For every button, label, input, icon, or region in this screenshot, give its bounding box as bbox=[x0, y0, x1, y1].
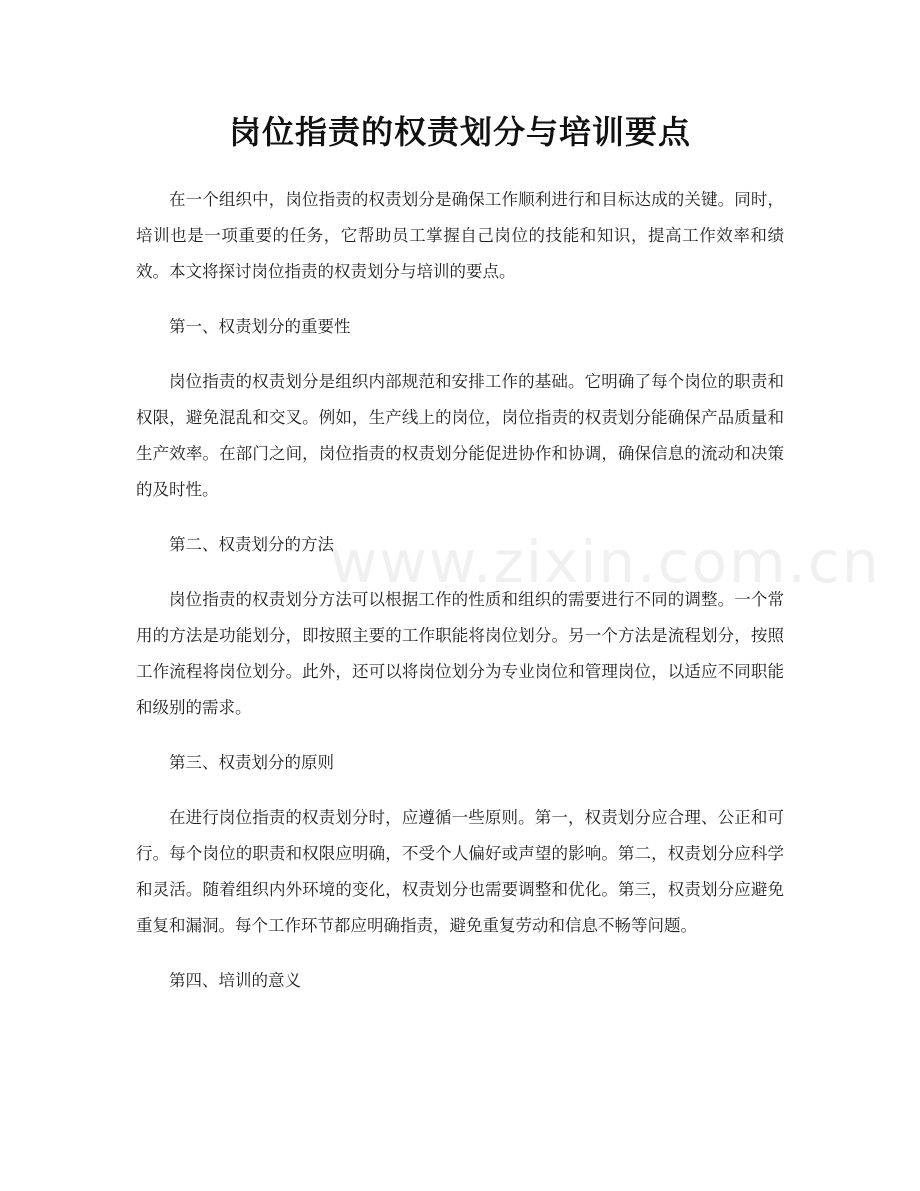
page-title: 岗位指责的权责划分与培训要点 bbox=[228, 113, 691, 151]
section-paragraph-3: 在进行岗位指责的权责划分时，应遵循一些原则。第一，权责划分应合理、公正和可行。每个岗位的职责和权限应明确，不受个人偏好或声望的影响。第二，权责划分应科学和灵活。随着组织内外环境的变化，权责划分也需要调整和优化。第三，权责划分应避免重复和漏洞。每个工作环节都应明确指责，避免重复劳动和信息不畅等问题。 bbox=[136, 808, 784, 935]
intro-paragraph: 在一个组织中，岗位指责的权责划分是确保工作顺利进行和目标达成的关键。同时，培训也是一项重要的任务，它帮助员工掌握自己岗位的技能和知识，提高工作效率和绩效。本文将探讨岗位指责的权责划分与培训的要点。 bbox=[136, 190, 784, 281]
section-heading-4: 第四、培训的意义 bbox=[169, 971, 301, 990]
watermark: www.zixin.com.cn bbox=[330, 528, 881, 596]
section-heading-1: 第一、权责划分的重要性 bbox=[169, 317, 351, 336]
section-paragraph-1: 岗位指责的权责划分是组织内部规范和安排工作的基础。它明确了每个岗位的职责和权限，避免混乱和交叉。例如，生产线上的岗位，岗位指责的权责划分能确保产品质量和生产效率。在部门之间，岗位指责的权责划分能促进协作和协调，确保信息的流动和决策的及时性。 bbox=[136, 372, 784, 499]
section-heading-3: 第三、权责划分的原则 bbox=[169, 753, 334, 772]
document-body bbox=[136, 182, 784, 1018]
section-heading-2: 第二、权责划分的方法 bbox=[169, 535, 334, 554]
section-paragraph-2: 岗位指责的权责划分方法可以根据工作的性质和组织的需要进行不同的调整。一个常用的方法是功能划分，即按照主要的工作职能将岗位划分。另一个方法是流程划分，按照工作流程将岗位划分。此外，还可以将岗位划分为专业岗位和管理岗位，以适应不同职能和级别的需求。 bbox=[136, 590, 784, 717]
